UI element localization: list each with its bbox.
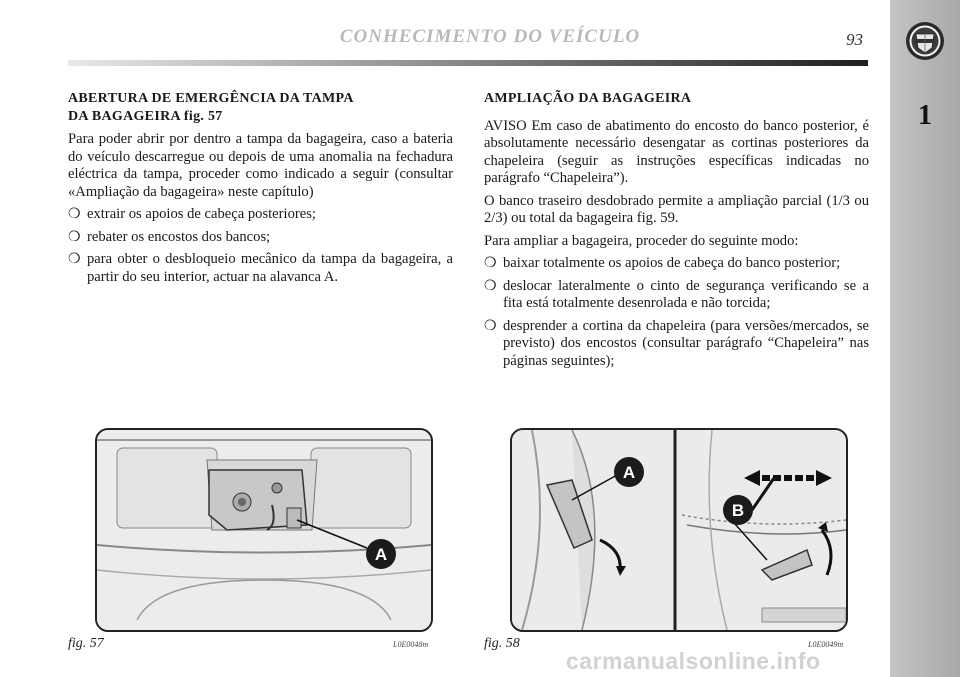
list-item [484,318,869,371]
chapter-number: 1 [918,100,932,131]
list-item [68,251,453,286]
warning-paragraph: AVISO Em caso de abatimento do encosto do banco posterior, é absolutamente necessário desengatar as cortinas posteriores da chapeleira (seguir as instruções específicas indicadas no parágrafo “Chapeleira”). [484,117,869,186]
list-item [68,229,453,247]
enlargement-paragraph: O banco traseiro desdobrado permite a ampliação parcial (1/3 ou 2/3) ou total da bagageira fig. 59. [484,192,869,226]
list-item-text: para obter o desbloqueio mecânico da tampa da bagageira, a partir do seu interior, actuar na alavanca A. [87,251,453,285]
callout-a-label: A [622,463,636,482]
procedure-intro: Para ampliar a bagageira, proceder do seguinte modo: [484,232,799,249]
callout-b-label: B [731,501,745,520]
list-item [484,278,869,313]
figure-57-boot-latch [95,428,433,632]
list-item-text: deslocar lateralmente o cinto de segurança verificando se a fita está totalmente desenrolada e não torcida; [503,277,869,311]
right-column [484,90,869,375]
figure-58-code: L0E0049m [808,640,844,649]
header-divider [68,60,868,66]
intro-paragraph: Para poder abrir por dentro a tampa da bagageira, caso a bateria do veículo descarregue ou depois de uma anomalia na fechadura eléctrica da tampa, proceder como indicado a seguir (consultar «Ampliação da bagageira» neste capítulo) [68,131,453,200]
list-item [484,255,869,273]
figure-58-caption: fig. 58 [484,636,520,651]
left-column [68,90,453,291]
lancia-logo-icon [905,21,945,61]
circle-bullet-icon: ❍ [484,256,497,271]
list-item-text: desprender a cortina da chapeleira (para versões/mercados, se previsto) dos encostos (consultar parágrafo “Chapeleira” nas páginas seguintes); [503,317,869,369]
figure-57-caption: fig. 57 [68,636,104,651]
section-heading-emergency-opening [68,90,453,125]
figure-58-seat-release [510,428,848,632]
circle-bullet-icon: ❍ [68,229,81,245]
figure-57-code: L0E0048m [393,640,429,649]
callout-a-label: A [374,545,388,564]
circle-bullet-icon: ❍ [68,207,81,222]
heading-line-1: ABERTURA DE EMERGÊNCIA DA TAMPA [68,91,354,106]
instruction-list [68,206,453,286]
site-watermark: carmanualsonline.info [566,648,821,674]
procedure-list [484,255,869,370]
list-item-text: rebater os encostos dos bancos; [87,228,271,245]
page-header-title: CONHECIMENTO DO VEÍCULO [339,26,641,47]
page-number: 93 [846,30,863,49]
list-item [68,206,453,224]
circle-bullet-icon: ❍ [484,318,497,334]
list-item-text: extrair os apoios de cabeça posteriores; [87,206,316,222]
list-item-text: baixar totalmente os apoios de cabeça do banco posterior; [503,255,841,271]
circle-bullet-icon: ❍ [68,252,81,267]
circle-bullet-icon: ❍ [484,278,497,294]
heading-line-2: DA BAGAGEIRA fig. 57 [68,108,223,124]
section-heading-boot-enlargement: AMPLIAÇÃO DA BAGAGEIRA [484,91,692,106]
